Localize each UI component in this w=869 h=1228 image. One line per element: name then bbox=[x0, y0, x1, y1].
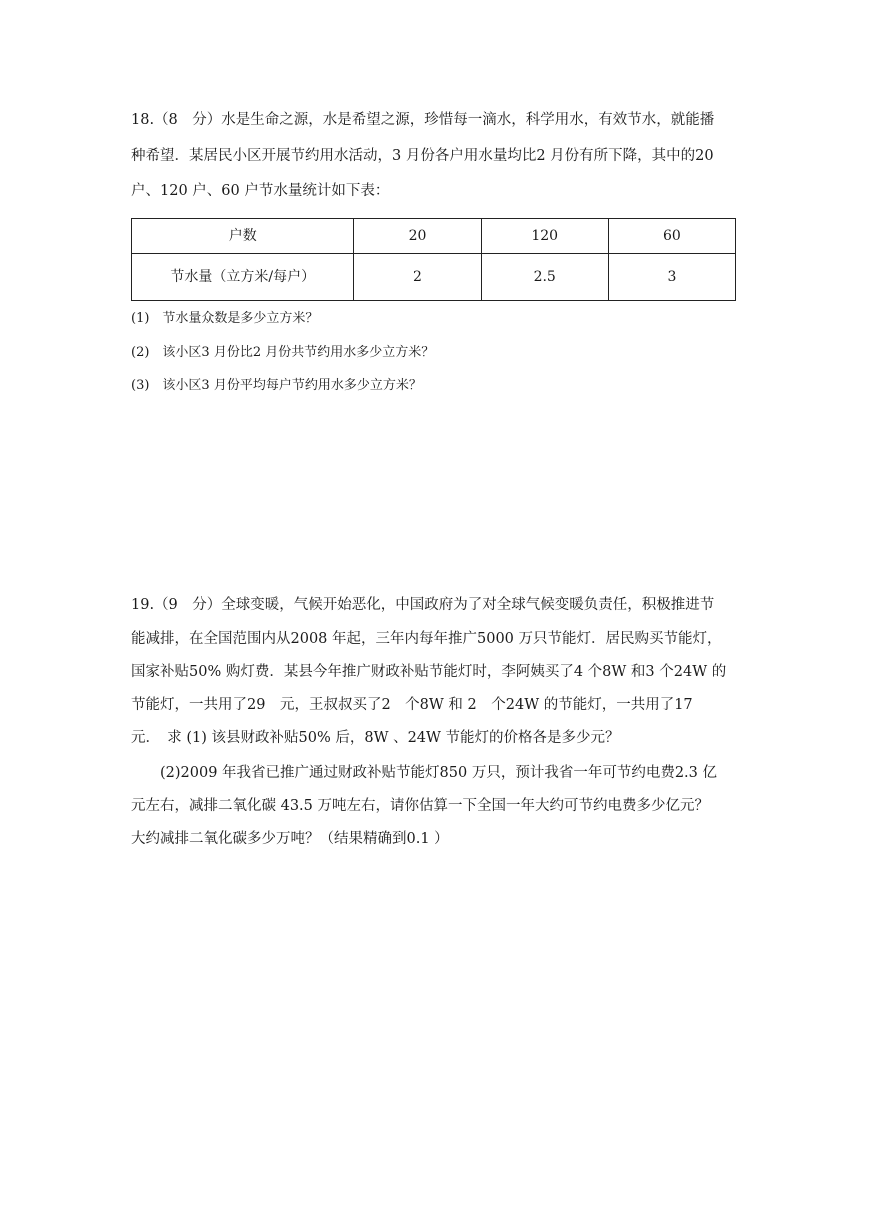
table-cell: 60 bbox=[608, 219, 735, 254]
q19-line-6: (2)2009 年我省已推广通过财政补贴节能灯850 万只，预计我省一年可节约电费2.3 亿 bbox=[160, 765, 718, 781]
q18-sub-2: (2) 该小区3 月份比2 月份共节约用水多少立方米？ bbox=[131, 345, 435, 360]
table-cell bbox=[132, 254, 354, 301]
table-cell: 户数 bbox=[132, 219, 354, 254]
table-cell: 3 bbox=[608, 254, 735, 301]
q18-line-3: 户、120 户、60 户节水量统计如下表： bbox=[131, 183, 390, 199]
q19-line-5: 元． 求 (1) 该县财政补贴50% 后，8W 、24W 节能灯的价格各是多少元？ bbox=[131, 730, 620, 746]
q19-line-2: 能减排，在全国范围内从2008 年起，三年内每年推广5000 万只节能灯．居民购买节能灯， bbox=[131, 631, 722, 647]
q19-line-4: 节能灯，一共用了29 元，王叔叔买了2 个8W 和 2 个24W 的节能灯，一共用了17 bbox=[131, 697, 693, 713]
q19-line-8: 大约减排二氧化碳多少万吨？（结果精确到0.1 ） bbox=[131, 831, 449, 847]
table-cell: 2.5 bbox=[481, 254, 608, 301]
q19-line-7: 元左右，减排二氧化碳 43.5 万吨左右，请你估算一下全国一年大约可节约电费多少亿元？ bbox=[131, 798, 709, 814]
table-cell: 120 bbox=[481, 219, 608, 254]
table-cell: 2 bbox=[354, 254, 481, 301]
table-row bbox=[132, 219, 736, 254]
q19-line-3: 国家补贴50% 购灯费．某县今年推广财政补贴节能灯时，李阿姨买了4 个8W 和3 个24W 的 bbox=[131, 664, 727, 680]
table-cell-text: 节水量（立方米/每户） bbox=[170, 268, 316, 285]
q19-line-1: 19.（9 分）全球变暖，气候开始恶化，中国政府为了对全球气候变暖负责任，积极推进节 bbox=[131, 597, 715, 613]
q18-line-2: 种希望．某居民小区开展节约用水活动，3 月份各户用水量均比2 月份有所下降，其中的20 bbox=[131, 148, 714, 164]
q18-sub-3: (3) 该小区3 月份平均每户节约用水多少立方米？ bbox=[131, 378, 422, 393]
q18-sub-1: (1) 节水量众数是多少立方米？ bbox=[131, 311, 319, 326]
table-cell: 20 bbox=[354, 219, 481, 254]
q18-line-1: 18.（8 分）水是生命之源，水是希望之源，珍惜每一滴水，科学用水，有效节水，就能播 bbox=[131, 112, 715, 128]
table-row bbox=[132, 254, 736, 301]
water-saving-table bbox=[131, 218, 736, 301]
